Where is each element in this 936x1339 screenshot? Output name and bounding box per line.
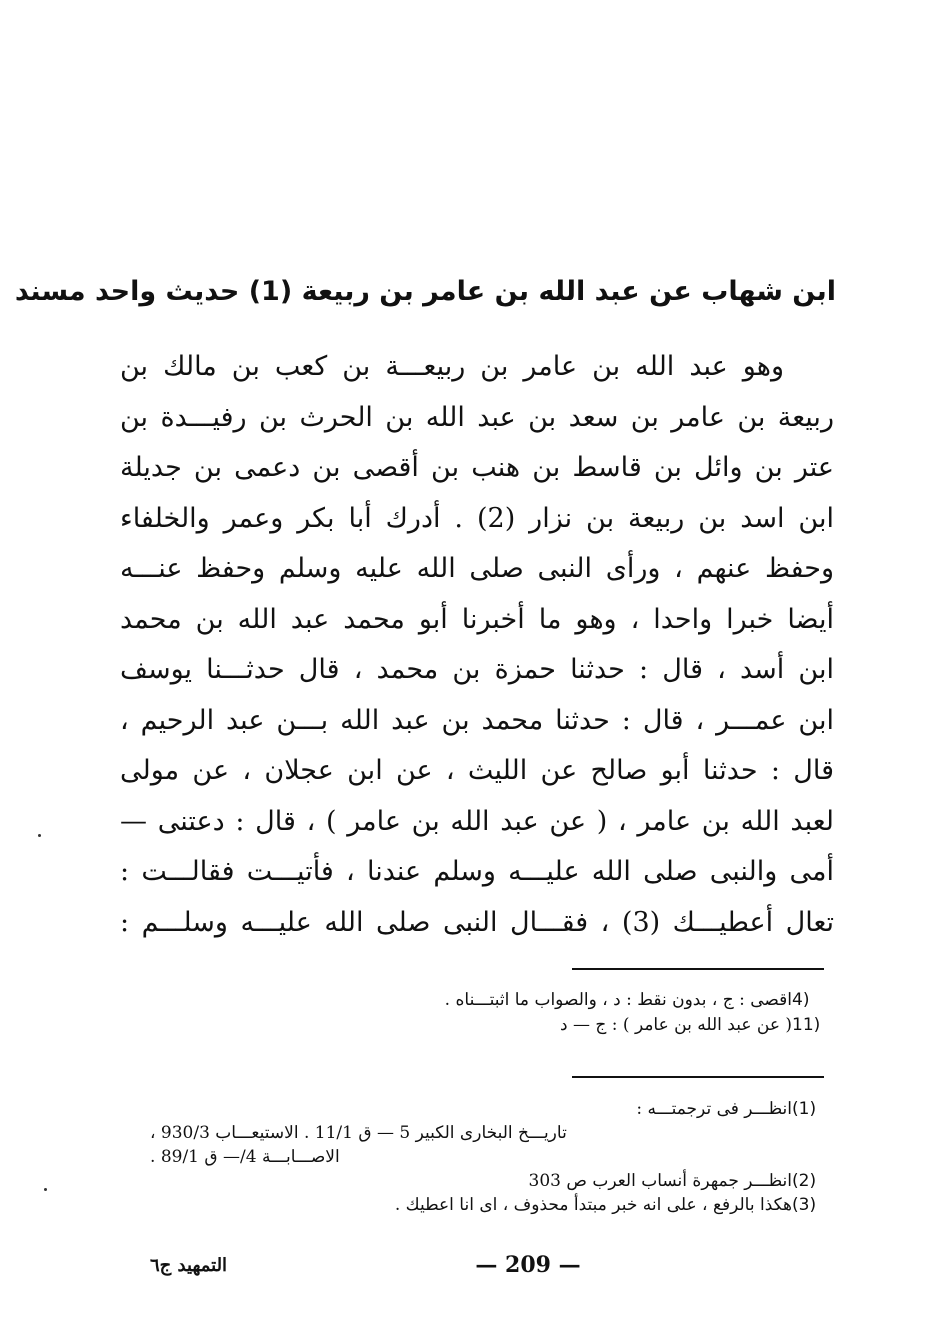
body-line: عتر بن وائل بن قاسط بن هنب بن أقصى بن دعمى بن جديلة	[120, 452, 834, 483]
footnote-number: (2)	[792, 1171, 817, 1191]
body-line: ابن أسد ، قال : حدثنا حمزة بن محمد ، قال حدثـــنا يوسف	[120, 654, 834, 685]
body-line: تعال أعطيـــك (3) ، فقـــال النبى صلى الله عليـــه وسلـــم :	[120, 906, 834, 938]
main-text	[120, 342, 834, 948]
footnote	[150, 1193, 830, 1217]
note-number: 11)	[792, 1015, 821, 1035]
variant-notes	[150, 988, 830, 1038]
separator-rule	[572, 1076, 824, 1078]
scan-speck	[44, 1188, 47, 1191]
body-line: وهو عبد الله بن عامر بن ربيعـــة بن كعب بن مالك بن	[120, 351, 784, 382]
note-text: ( عن عبد الله بن عامر ) : ج — د	[560, 1015, 792, 1035]
note-text: اقصى : ج ، بدون نقط : د ، والصواب ما اثبتـــناه .	[444, 990, 792, 1010]
footnote-continuation: الاصـــابـــة 4/— ق 89/1 .	[150, 1147, 340, 1167]
footnote-number: (1)	[792, 1099, 817, 1119]
book-signature: التمهيد ج٦	[150, 1255, 228, 1276]
footnote	[150, 1097, 830, 1121]
separator-rule	[572, 968, 824, 970]
body-line: ابن عمـــر ، قال : حدثنا محمد بن عبد الله بـــن عبد الرحيم ،	[120, 704, 834, 736]
chapter-title: ابن شهاب عن عبد الله بن عامر بن ربيعة (1) حديث واحد مسند	[14, 276, 836, 307]
footnote-text: انظـــر جمهرة أنساب العرب ص 303	[528, 1171, 792, 1191]
body-line: لعبد الله بن عامر ، ( عن عبد الله بن عامر ) ، قال : دعتنى —	[120, 805, 834, 837]
body-line: وحفظ عنهم ، ورأى النبى صلى الله عليه وسلم وحفظ عنـــه	[120, 553, 834, 584]
footnote-text: انظـــر فى ترجمتـــه :	[636, 1099, 792, 1119]
note-number: 4)	[792, 990, 810, 1010]
body-line: قال : حدثنا أبو صالح عن الليث ، عن ابن عجلان ، عن مولى	[120, 755, 834, 786]
body-line: أمى والنبى صلى الله عليـــه وسلم عندنا ، فأتيـــت فقالـــت :	[120, 856, 834, 887]
variant-note	[150, 988, 830, 1013]
scan-speck	[38, 834, 41, 837]
body-line: ربيعة بن عامر بن سعد بن عبد الله بن الحرث بن رفيـــدة بن	[120, 401, 834, 433]
footnotes	[150, 1097, 830, 1217]
footnote-text: هكذا بالرفع ، على انه خبر مبتدأ محذوف ، اى انا اعطيك .	[394, 1195, 792, 1215]
footnote-number: (3)	[792, 1195, 817, 1215]
page-number: — 209 —	[475, 1252, 581, 1278]
body-line: أيضا خبرا واحدا ، وهو ما أخبرنا أبو محمد عبد الله بن محمد	[120, 603, 834, 635]
footnote	[150, 1169, 830, 1193]
variant-note	[150, 1013, 830, 1038]
body-line: ابن اسد بن ربيعة بن نزار (2) . أدرك أبا بكر وعمر والخلفاء	[120, 502, 834, 534]
footnote-continuation: تاريـــخ البخارى الكبير 5 — ق 11/1 . الاستيعـــاب 930/3 ،	[150, 1123, 567, 1143]
